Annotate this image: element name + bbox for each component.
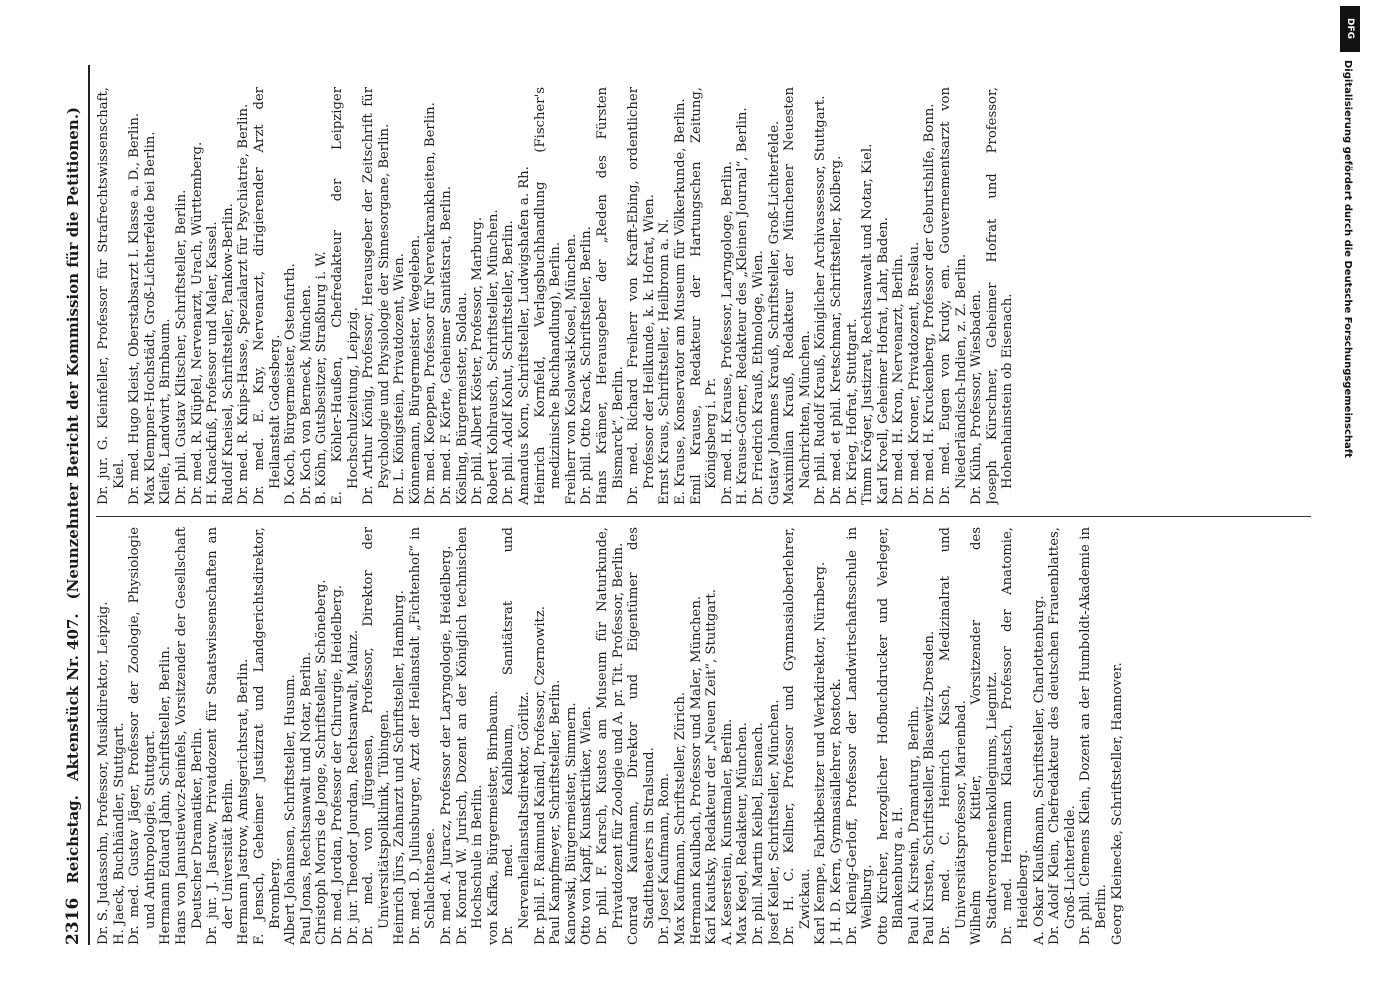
name-entry: Dr. phil. F. Raimund Kaindl, Professor, Czernowitz.: [532, 606, 548, 945]
right-column: [96, 87, 1311, 505]
name-entry: Heinrich Jürs, Zahnarzt und Schriftsteller, Hamburg.: [392, 590, 408, 945]
name-entry: Dr. med. C. Heinrich Kisch, Medizinalrat und Universitätsprofessor, Marienbad.: [938, 527, 969, 945]
name-entry: Dr. med. et phil. Kretschmar, Schriftsteller, Kolberg.: [828, 155, 844, 505]
name-entry: Dr. Friedrich Krauß, Ethnologe, Wien.: [750, 250, 766, 505]
name-entry: Dr. S. Judassohn, Professor, Musikdirektor, Leipzig.: [96, 601, 111, 945]
name-entry: Dr. med. R. Knips-Hasse, Spezialarzt für Psychiatrie, Berlin.: [236, 103, 252, 505]
name-entry: Freiherr von Koslowski-Kosel, München.: [563, 233, 579, 505]
name-entry: Gustav Johannes Krauß, Schriftsteller, Groß-Lichterfelde.: [766, 120, 782, 505]
name-entry: Dr. med. A. Juracz, Professor der Laryngologie, Heidelberg.: [439, 545, 455, 945]
name-entry: Dr. med. H. Krause, Professor, Laryngologe, Berlin.: [719, 161, 735, 505]
name-entry: Ernst Kraus, Schriftsteller, Heilbronn a. N.: [657, 218, 673, 505]
dfg-stamp: [1340, 6, 1362, 996]
name-entry: Dr. med. R. Klüpfel, Nervenarzt, Urach, Württemberg.: [189, 141, 205, 505]
name-entry: Otto Kircher, herzoglicher Hofbuchdrucker und Verleger, Blankenburg a. H.: [875, 527, 907, 945]
name-entry: Hans Krämer, Herausgeber der „Reden des Fürsten Bismarck“, Berlin.: [595, 87, 626, 505]
name-entry: Dr. phil. Rudolf Krauß, Königlicher Archivassessor, Stuttgart.: [813, 95, 829, 505]
name-entry: E. Krause, Konservator am Museum für Völkerkunde, Berlin.: [672, 98, 688, 505]
name-entry: Dr. phil. F. Karsch, Kustos am Museum für Naturkunde, Privatdozent für Zoologie und A. pr. Tit. Professor, Berlin.: [595, 527, 626, 945]
name-entry: Dr. med. Koeppen, Professor für Nervenkrankheiten, Berlin.: [423, 102, 439, 505]
name-entry: Joseph Kürschner, Geheimer Hofrat und Professor, Hohenhainstein ob Eisenach.: [984, 87, 1016, 505]
name-entry: F. Jensch, Geheimer Justizrat und Landgerichtsdirektor, Bromberg.: [251, 527, 283, 945]
name-entry: Dr. Josef Kaufmann, Rom.: [657, 772, 673, 945]
dfg-logo: DFG: [1340, 6, 1360, 52]
name-entry: Hermann Jastrow, Amtsgerichtsrat, Berlin.: [236, 658, 252, 945]
header-subtitle: (Neunzehnter Bericht der Kommission für die Petitionen.): [64, 106, 82, 600]
page-number: 2316: [63, 897, 83, 945]
name-entry: Max Kegel, Redakteur, München.: [735, 722, 751, 945]
name-entry: Heinrich Kornfeld, Verlagsbuchhandlung (Fischer's medizinische Buchhandlung), Berlin.: [532, 87, 564, 505]
name-entry: Josef Keller, Schriftsteller, München.: [766, 699, 782, 945]
name-entry: Christoph Morris de Jonge, Schriftsteller, Schöneberg.: [314, 579, 330, 945]
name-entry: Paul A. Kirstein, Dramaturg, Berlin.: [906, 705, 922, 945]
name-entry: Dr. med. Kahlbaum, Sanitätsrat und Nervenheilanstaltsdirektor, Görlitz.: [501, 527, 533, 945]
name-entry: H. Knackfuß, Professor und Maler, Kassel.: [205, 221, 221, 505]
name-entry: Dr. Arthur König, Professor, Herausgeber der Zeitschrift für Psychologie und Physiologie der Sinnesorgane, Berlin.: [361, 87, 392, 505]
document-number: Aktenstück Nr. 407.: [64, 613, 82, 782]
name-entry: Dr. H. C. Kellner, Professor und Gymnasialoberlehrer, Zwickau.: [782, 527, 813, 945]
name-entry: Kösling, Bürgermeister, Soldau.: [454, 292, 470, 505]
name-entry: Wilhelm Kittler, Vorsitzender des Stadtverordnetenkollegiums, Liegnitz.: [969, 527, 1000, 945]
name-entry: Dr. phil. Clemens Klein, Dozent an der Humboldt-Akademie in Berlin.: [1078, 527, 1109, 945]
page-header: [58, 65, 90, 945]
header-title: Reichstag.: [64, 795, 82, 884]
name-entry: Rudolf Kneisel, Schriftsteller, Pankow-Berlin.: [220, 203, 236, 505]
name-entry: Max Klempner-Hochstädt, Groß-Lichterfelde bei Berlin.: [142, 131, 158, 505]
name-entry: Paul Jonas, Rechtsanwalt und Notar, Berlin.: [298, 651, 314, 945]
name-entry: Dr. Krieg, Hofrat, Stuttgart.: [844, 318, 860, 505]
name-entry: Dr. med. Jordan, Professor der Chirurgie, Heidelberg.: [329, 584, 345, 945]
name-entry: Dr. phil. Albert Köster, Professor, Marburg.: [470, 217, 486, 505]
name-entry: Maximilian Krauß, Redakteur der Münchener Neuesten Nachrichten, München.: [782, 87, 813, 505]
name-entry: Dr. Konrad W. Jurisch, Dozent an der Königlich technischen Hochschule in Berlin.: [454, 527, 486, 945]
name-entry: Dr. med. Kroner, Privatdozent, Breslau.: [906, 241, 922, 505]
name-entry: Dr. med. D. Juliusburger, Arzt der Heilanstalt „Fichtenhof“ in Schlachtensee.: [407, 527, 439, 945]
column-divider: [96, 516, 1311, 517]
name-entry: Dr. med. Hermann Klaatsch, Professor der Anatomie, Heidelberg.: [1000, 527, 1032, 945]
name-entry: Dr. med. H. Kron, Nervenarzt, Berlin.: [891, 254, 907, 505]
name-entry: Dr. med. Eugen von Krudy, em. Gouvernementsarzt von Niederländisch-Indien, z. Z. Berlin.: [938, 87, 969, 505]
name-entry: Dr. jur. Theodor Jourdan, Rechtsanwalt, Mainz.: [345, 629, 361, 945]
name-entry: Robert Kohlrausch, Schriftsteller, München.: [485, 209, 501, 505]
name-entry: H. Jaeck, Buchhändler, Stuttgart.: [111, 722, 127, 945]
name-entry: Dr. phil. Gustav Klitscher, Schriftsteller, Berlin.: [173, 189, 189, 505]
name-entry: Karl Kautsky, Redakteur der „Neuen Zeit“, Stuttgart.: [704, 589, 720, 945]
name-entry: Amandus Korn, Schriftsteller, Ludwigshafen a. Rh.: [517, 166, 533, 505]
name-entry: D. Koch, Bürgermeister, Ostenfurth.: [283, 263, 299, 505]
name-entry: Kanowski, Bürgermeister, Simmern.: [563, 702, 579, 945]
name-entry: Conrad Kaufmann, Direktor und Eigentümer des Stadttheaters in Stralsund.: [626, 527, 657, 945]
name-entry: Dr. med. Richard Freiherr von Krafft-Ebing, ordentlicher Professor der Heilkunde, k. k. Hofrat, Wien.: [626, 87, 657, 505]
name-entry: Könnemann, Bürgermeister, Wegeleben.: [407, 234, 423, 505]
left-column: [96, 527, 1311, 945]
name-entry: Dr. Adolf Klein, Chefredakteur des deutschen Frauenblattes, Groß-Lichterfelde.: [1047, 527, 1078, 945]
name-entry: Max Kaufmann, Schriftsteller, Zürich.: [672, 691, 688, 945]
name-entry: Dr. med. Hugo Kleist, Oberstabsarzt I. Klasse a. D., Berlin.: [127, 112, 143, 505]
name-entry: von Kaffka, Bürgermeister, Birnbaum.: [485, 690, 501, 945]
name-entry: H. Krause-Görner, Redakteur des „Kleinen Journal“, Berlin.: [735, 107, 751, 505]
name-entry: Dr. med. Gustav Jäger, Professor der Zoologie, Physiologie und Anthropologie, Stuttgart.: [127, 527, 158, 945]
name-entry: Hermann Eduard Jahn, Schriftsteller, Berlin.: [158, 646, 174, 945]
name-entry: Dr. L. Königstein, Privatdozent, Wien.: [392, 253, 408, 505]
name-entry: Paul Kampfmeyer, Schriftsteller, Berlin.: [548, 679, 564, 945]
name-entry: Dr. jur. J. Jastrow, Privatdozent für Staatswissenschaften an der Universität Berlin.: [205, 527, 236, 945]
name-entry: Karl Kempe, Fabrikbesitzer und Werkdirektor, Nürnberg.: [813, 561, 829, 945]
name-entry: Karl Kroell, Geheimer Hofrat, Lahr, Baden.: [875, 217, 891, 505]
name-entry: A. Oskar Klaußmann, Schriftsteller, Charlottenburg.: [1031, 595, 1047, 945]
name-entry: Dr. phil. Otto Krack, Schriftsteller, Berlin.: [579, 226, 595, 505]
name-entry: Timm Kröger, Justizrat, Rechtsanwalt und Notar, Kiel.: [860, 143, 876, 505]
name-entry: A. Keserstein, Kunstmaler, Berlin.: [719, 718, 735, 945]
digitization-caption: Digitalisierung gefördert durch die Deutsche Forschungsgemeinschaft: [1342, 60, 1353, 458]
name-entry: Dr. med. von Jürgensen, Professor, Direktor der Universitätspoliklinik, Tübingen.: [361, 527, 392, 945]
name-entry: Hermann Kaulbach, Professor und Maler, München.: [688, 595, 704, 945]
name-entry: J. H. D. Kern, Gymnasiallehrer, Rostock.: [828, 678, 844, 945]
name-entry: Albert Johannsen, Schriftsteller, Husum.: [283, 674, 299, 945]
name-entry: Dr. med. E. Kny, Nervenarzt, dirigierender Arzt der Heilanstalt Godesberg.: [251, 87, 283, 505]
name-entry: Otto von Kapff, Kunstkritiker, Wien.: [579, 706, 595, 945]
name-entry: E. Köhler-Haußen, Chefredakteur der Leipziger Hochschulzeitung, Leipzig.: [329, 87, 361, 505]
name-entry: Emil Krause, Redakteur der Hartungschen Zeitung, Königsberg i. Pr.: [688, 87, 720, 505]
name-entry: Dr. Klenig-Gerloff, Professor der Landwirtschaftsschule in Weilburg.: [844, 527, 876, 945]
name-entry: Dr. Koch von Berneck, München.: [298, 284, 314, 505]
name-entry: Dr. med. H. Kruckenberg, Professor der Geburtshilfe, Bonn.: [922, 103, 938, 505]
name-entry: Dr. phil. Adolf Kohut, Schriftsteller, Berlin.: [501, 220, 517, 505]
rotated-page: [58, 65, 1318, 945]
name-entry: Dr. phil. Martin Keibel, Eisenach.: [750, 722, 766, 945]
name-entry: B. Köhn, Gutsbesitzer, Straßburg i. W.: [314, 251, 330, 505]
name-entry: Dr. jur. G. Kleinfeller, Professor für Strafrechtswissenschaft, Kiel.: [96, 87, 127, 505]
name-entry: Dr. med. F. Körte, Geheimer Sanitätsrat, Berlin.: [439, 186, 455, 505]
name-entry: Dr. Kühn, Professor, Wiesbaden.: [969, 289, 985, 505]
name-entry: Hans von Janustiewicz-Reinfels, Vorsitzender der Gesellschaft Deutscher Dramatiker, Berlin.: [173, 527, 205, 945]
name-entry: Kleife, Landwirt, Birnbaum.: [158, 318, 174, 505]
name-entry: Paul Kirsten, Schriftsteller, Blasewitz-Dresden.: [922, 630, 938, 945]
name-entry: Georg Kleinecke, Schriftsteller, Hannover.: [1109, 662, 1125, 945]
